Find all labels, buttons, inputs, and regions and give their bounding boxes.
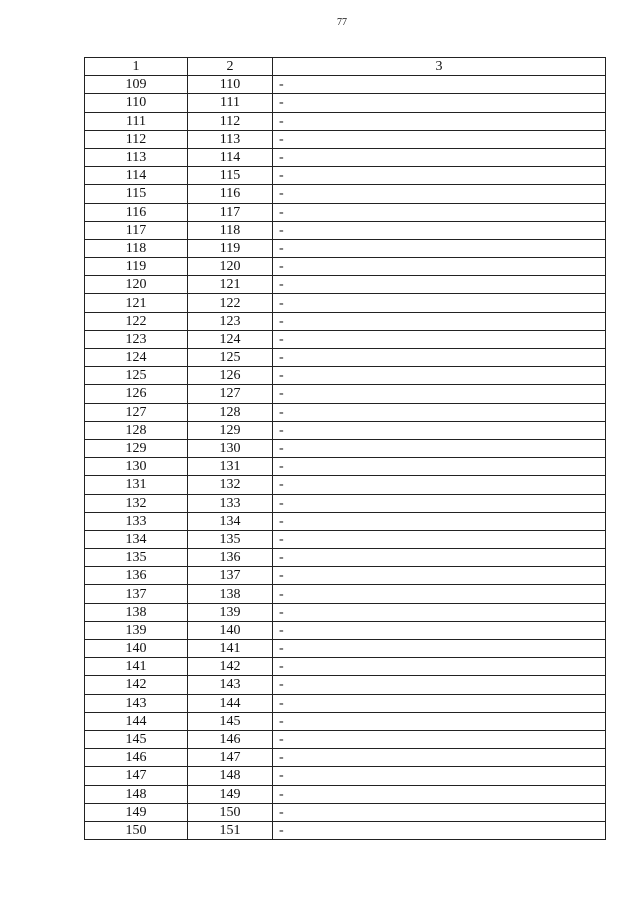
table-row: [85, 276, 606, 294]
cell-col-1: 141: [85, 658, 188, 676]
cell-col-3: -: [273, 167, 606, 185]
cell-col-1: 147: [85, 767, 188, 785]
cell-col-2: 143: [188, 676, 273, 694]
cell-col-2: 118: [188, 221, 273, 239]
cell-col-1: 119: [85, 258, 188, 276]
cell-col-1: 146: [85, 749, 188, 767]
cell-col-3: -: [273, 603, 606, 621]
cell-col-3: -: [273, 294, 606, 312]
cell-col-3: -: [273, 330, 606, 348]
cell-col-3: -: [273, 130, 606, 148]
cell-col-1: 144: [85, 712, 188, 730]
cell-col-2: 117: [188, 203, 273, 221]
cell-col-1: 113: [85, 148, 188, 166]
cell-col-1: 149: [85, 803, 188, 821]
cell-col-1: 128: [85, 421, 188, 439]
column-header-2: 2: [188, 58, 273, 76]
table-row: [85, 185, 606, 203]
table-row: [85, 640, 606, 658]
table-row: [85, 530, 606, 548]
cell-col-2: 133: [188, 494, 273, 512]
cell-col-2: 128: [188, 403, 273, 421]
cell-col-2: 146: [188, 730, 273, 748]
table-row: [85, 312, 606, 330]
cell-col-3: -: [273, 821, 606, 839]
table-row: [85, 148, 606, 166]
table-row: [85, 785, 606, 803]
column-header-1: 1: [85, 58, 188, 76]
table-row: [85, 330, 606, 348]
cell-col-3: -: [273, 585, 606, 603]
cell-col-3: -: [273, 421, 606, 439]
cell-col-1: 112: [85, 130, 188, 148]
cell-col-2: 144: [188, 694, 273, 712]
table-row: [85, 439, 606, 457]
cell-col-1: 148: [85, 785, 188, 803]
cell-col-2: 116: [188, 185, 273, 203]
cell-col-1: 134: [85, 530, 188, 548]
cell-col-1: 132: [85, 494, 188, 512]
cell-col-3: -: [273, 239, 606, 257]
cell-col-2: 141: [188, 640, 273, 658]
column-header-3: 3: [273, 58, 606, 76]
cell-col-1: 139: [85, 621, 188, 639]
table-row: [85, 458, 606, 476]
cell-col-2: 145: [188, 712, 273, 730]
cell-col-2: 121: [188, 276, 273, 294]
table-row: [85, 112, 606, 130]
cell-col-3: -: [273, 367, 606, 385]
table-row: [85, 76, 606, 94]
cell-col-1: 130: [85, 458, 188, 476]
cell-col-2: 110: [188, 76, 273, 94]
cell-col-2: 148: [188, 767, 273, 785]
cell-col-3: -: [273, 712, 606, 730]
cell-col-1: 120: [85, 276, 188, 294]
cell-col-1: 137: [85, 585, 188, 603]
cell-col-3: -: [273, 567, 606, 585]
cell-col-2: 119: [188, 239, 273, 257]
cell-col-1: 129: [85, 439, 188, 457]
cell-col-2: 132: [188, 476, 273, 494]
cell-col-3: -: [273, 785, 606, 803]
cell-col-2: 113: [188, 130, 273, 148]
cell-col-3: -: [273, 312, 606, 330]
cell-col-2: 111: [188, 94, 273, 112]
cell-col-3: -: [273, 258, 606, 276]
cell-col-1: 116: [85, 203, 188, 221]
cell-col-2: 150: [188, 803, 273, 821]
table-row: [85, 349, 606, 367]
cell-col-3: -: [273, 221, 606, 239]
cell-col-1: 140: [85, 640, 188, 658]
cell-col-2: 131: [188, 458, 273, 476]
table-row: [85, 567, 606, 585]
cell-col-2: 138: [188, 585, 273, 603]
cell-col-1: 117: [85, 221, 188, 239]
cell-col-2: 135: [188, 530, 273, 548]
cell-col-2: 120: [188, 258, 273, 276]
cell-col-1: 110: [85, 94, 188, 112]
cell-col-1: 123: [85, 330, 188, 348]
table-row: [85, 494, 606, 512]
cell-col-2: 136: [188, 549, 273, 567]
cell-col-3: -: [273, 494, 606, 512]
cell-col-2: 139: [188, 603, 273, 621]
cell-col-2: 123: [188, 312, 273, 330]
table-row: [85, 294, 606, 312]
cell-col-3: -: [273, 276, 606, 294]
cell-col-1: 125: [85, 367, 188, 385]
cell-col-2: 114: [188, 148, 273, 166]
cell-col-1: 115: [85, 185, 188, 203]
cell-col-1: 138: [85, 603, 188, 621]
cell-col-1: 114: [85, 167, 188, 185]
cell-col-1: 118: [85, 239, 188, 257]
cell-col-1: 131: [85, 476, 188, 494]
table-row: [85, 676, 606, 694]
table-row: [85, 694, 606, 712]
cell-col-1: 109: [85, 76, 188, 94]
cell-col-2: 149: [188, 785, 273, 803]
table-row: [85, 549, 606, 567]
table-row: [85, 803, 606, 821]
table-row: [85, 167, 606, 185]
cell-col-3: -: [273, 349, 606, 367]
cell-col-3: -: [273, 403, 606, 421]
cell-col-1: 135: [85, 549, 188, 567]
cell-col-3: -: [273, 203, 606, 221]
table-row: [85, 603, 606, 621]
table-row: [85, 621, 606, 639]
cell-col-1: 133: [85, 512, 188, 530]
cell-col-3: -: [273, 549, 606, 567]
cell-col-1: 127: [85, 403, 188, 421]
cell-col-2: 115: [188, 167, 273, 185]
cell-col-3: -: [273, 76, 606, 94]
table-row: [85, 221, 606, 239]
table-row: [85, 512, 606, 530]
cell-col-1: 111: [85, 112, 188, 130]
table-row: [85, 821, 606, 839]
cell-col-1: 122: [85, 312, 188, 330]
cell-col-2: 125: [188, 349, 273, 367]
cell-col-2: 151: [188, 821, 273, 839]
cell-col-3: -: [273, 112, 606, 130]
table-header: [85, 58, 606, 76]
cell-col-2: 126: [188, 367, 273, 385]
cell-col-2: 134: [188, 512, 273, 530]
cell-col-3: -: [273, 640, 606, 658]
table-body: [85, 76, 606, 840]
cell-col-3: -: [273, 803, 606, 821]
cell-col-3: -: [273, 767, 606, 785]
cell-col-2: 129: [188, 421, 273, 439]
cell-col-1: 143: [85, 694, 188, 712]
cell-col-3: -: [273, 694, 606, 712]
cell-col-2: 140: [188, 621, 273, 639]
cell-col-1: 145: [85, 730, 188, 748]
cell-col-2: 142: [188, 658, 273, 676]
cell-col-3: -: [273, 676, 606, 694]
cell-col-1: 142: [85, 676, 188, 694]
table-row: [85, 712, 606, 730]
cell-col-2: 147: [188, 749, 273, 767]
cell-col-3: -: [273, 476, 606, 494]
table-row: [85, 476, 606, 494]
data-table: [84, 57, 606, 840]
cell-col-3: -: [273, 439, 606, 457]
cell-col-1: 124: [85, 349, 188, 367]
table-row: [85, 403, 606, 421]
cell-col-3: -: [273, 185, 606, 203]
table-row: [85, 367, 606, 385]
cell-col-3: -: [273, 658, 606, 676]
table-row: [85, 94, 606, 112]
cell-col-3: -: [273, 621, 606, 639]
page-number: 77: [337, 17, 347, 28]
cell-col-3: -: [273, 512, 606, 530]
table-row: [85, 767, 606, 785]
cell-col-3: -: [273, 458, 606, 476]
table-row: [85, 585, 606, 603]
cell-col-2: 112: [188, 112, 273, 130]
cell-col-3: -: [273, 385, 606, 403]
table-row: [85, 658, 606, 676]
header-row: [85, 58, 606, 76]
cell-col-1: 136: [85, 567, 188, 585]
cell-col-2: 122: [188, 294, 273, 312]
table-row: [85, 385, 606, 403]
cell-col-2: 124: [188, 330, 273, 348]
table-row: [85, 421, 606, 439]
table-row: [85, 730, 606, 748]
table-row: [85, 130, 606, 148]
cell-col-1: 121: [85, 294, 188, 312]
cell-col-2: 130: [188, 439, 273, 457]
cell-col-3: -: [273, 530, 606, 548]
cell-col-1: 150: [85, 821, 188, 839]
cell-col-2: 127: [188, 385, 273, 403]
table-row: [85, 749, 606, 767]
cell-col-3: -: [273, 94, 606, 112]
cell-col-3: -: [273, 749, 606, 767]
cell-col-3: -: [273, 148, 606, 166]
cell-col-2: 137: [188, 567, 273, 585]
table-row: [85, 258, 606, 276]
table-row: [85, 203, 606, 221]
table-row: [85, 239, 606, 257]
cell-col-3: -: [273, 730, 606, 748]
cell-col-1: 126: [85, 385, 188, 403]
